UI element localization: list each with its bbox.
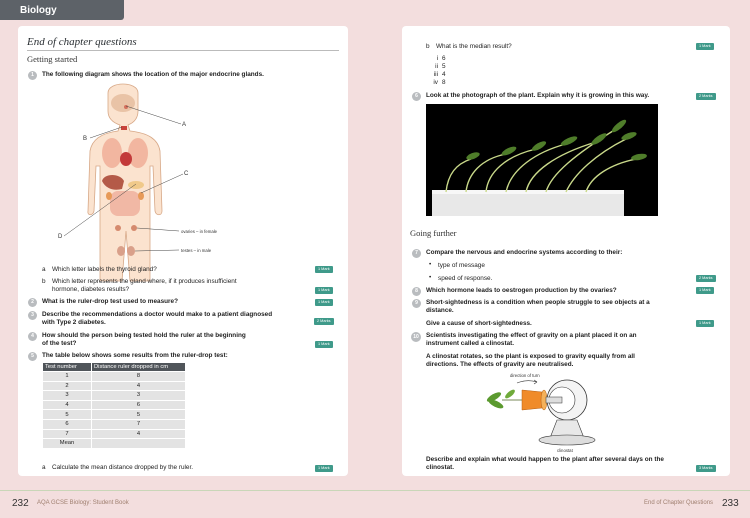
- table-cell: 4: [92, 430, 185, 439]
- question-number: 7: [412, 249, 421, 258]
- option-value: 8: [442, 79, 446, 86]
- table-row: [43, 430, 185, 439]
- plant-pot: [522, 390, 542, 410]
- seedling-stem: [506, 144, 566, 192]
- thyroid-gland: [121, 126, 127, 130]
- brain-shape: [111, 94, 135, 112]
- option-label: iv: [433, 79, 438, 86]
- tray-rim: [432, 190, 624, 194]
- marks-badge: 1 Mark: [315, 266, 333, 273]
- question-number: 8: [412, 287, 421, 296]
- table-cell: 7: [43, 430, 91, 439]
- clinostat-axle: [546, 397, 562, 403]
- question-text: Calculate the mean distance dropped by the ruler.: [52, 464, 194, 471]
- question-text: Short-sightedness is a condition when people struggle to see objects at a: [426, 299, 650, 306]
- right-page: [402, 26, 730, 476]
- question-text: Which letter represents the gland where, if it produces insufficient: [52, 278, 237, 285]
- table-row: [43, 382, 185, 391]
- option-label: iii: [433, 71, 438, 78]
- right-page-number: 233: [722, 498, 739, 509]
- subquestion-letter: a: [42, 266, 46, 273]
- table-row: [43, 410, 185, 419]
- clinostat-label: clinostat: [557, 448, 573, 453]
- adrenal-gland: [138, 192, 144, 200]
- label-d: D: [58, 234, 63, 240]
- question-text: Which letter labels the thyroid gland?: [52, 266, 157, 273]
- question-number: 2: [28, 298, 37, 307]
- seedling-stem: [586, 159, 636, 192]
- question-number: 9: [412, 299, 421, 308]
- clinostat-base: [539, 435, 595, 445]
- table-cell: [92, 439, 185, 448]
- table-cell: 2: [43, 382, 91, 391]
- pituitary-gland: [124, 105, 128, 109]
- ovary: [131, 225, 137, 231]
- option-value: 5: [442, 63, 446, 70]
- seedling-leaf: [610, 118, 628, 134]
- question-text: instrument called a clinostat.: [426, 340, 515, 347]
- seedling-stem: [566, 139, 626, 192]
- section-heading: Getting started: [27, 54, 78, 64]
- left-page-number: 232: [12, 498, 29, 509]
- question-text: What is the ruler-drop test used to measure?: [42, 298, 179, 305]
- lung-left: [102, 138, 122, 168]
- marks-badge: 2 Marks: [696, 275, 716, 282]
- ovary: [115, 225, 121, 231]
- question-text: distance.: [426, 307, 454, 314]
- label-ovaries: ovaries – in female: [181, 229, 218, 234]
- table-cell: 3: [43, 391, 91, 400]
- section-footer-title: End of Chapter Questions: [644, 500, 714, 506]
- label-testes: testes – in male: [181, 248, 212, 253]
- clinostat-diagram: [482, 370, 612, 454]
- adrenal-gland: [106, 192, 112, 200]
- seedling-stem: [546, 129, 616, 192]
- page-title: End of chapter questions: [27, 36, 137, 48]
- table-row: [43, 391, 185, 400]
- question-text: The following diagram shows the location of the major endocrine glands.: [42, 71, 264, 78]
- bullet-text: type of message: [438, 262, 485, 269]
- turn-arrow-head: [534, 380, 537, 384]
- results-table: [42, 362, 186, 449]
- plant-photo: [426, 104, 658, 216]
- subquestion-letter: b: [426, 43, 430, 50]
- table-cell: 6: [43, 420, 91, 429]
- table-cell: 6: [92, 401, 185, 410]
- bullet-icon: •: [429, 261, 432, 268]
- marks-badge: 1 Mark: [315, 465, 333, 472]
- table-row: [43, 420, 185, 429]
- turn-label: direction of turn: [510, 373, 540, 378]
- question-text: Which hormone leads to oestrogen production by the ovaries?: [426, 287, 617, 294]
- testis: [117, 246, 125, 256]
- label-c: C: [184, 171, 189, 177]
- table-header: Test number: [43, 363, 91, 371]
- chapter-tab: Biology: [0, 0, 124, 20]
- seedling-leaf: [531, 139, 548, 152]
- intestine: [110, 191, 140, 216]
- question-number: 5: [28, 352, 37, 361]
- seedlings-image: [426, 104, 658, 216]
- table-cell: 5: [43, 410, 91, 419]
- marks-badge: 1 Mark: [315, 299, 333, 306]
- seedling-stem: [466, 154, 506, 192]
- section-heading: Going further: [410, 228, 457, 238]
- table-cell: 5: [92, 410, 185, 419]
- question-number: 1: [28, 71, 37, 80]
- seedling-leaf: [590, 131, 608, 146]
- question-text: clinostat.: [426, 464, 455, 471]
- question-number: 3: [28, 311, 37, 320]
- plant-leaf: [504, 388, 516, 400]
- question-text: hormone, diabetes results?: [52, 286, 130, 293]
- table-cell: 4: [92, 382, 185, 391]
- option-label: ii: [435, 63, 438, 70]
- marks-badge: 1 Mark: [315, 341, 333, 348]
- option-value: 6: [442, 55, 446, 62]
- marks-badge: 3 Marks: [696, 465, 716, 472]
- table-cell: 3: [92, 391, 185, 400]
- marks-badge: 1 Mark: [696, 287, 714, 294]
- question-text: Scientists investigating the effect of gravity on a plant placed it on an: [426, 332, 637, 339]
- book-title: AQA GCSE Biology: Student Book: [37, 500, 129, 506]
- table-cell: 1: [43, 372, 91, 381]
- label-a: A: [182, 122, 187, 128]
- question-text: The table below shows some results from the ruler-drop test:: [42, 352, 228, 359]
- question-text: directions. The effects of gravity are neutralised.: [426, 361, 574, 368]
- endocrine-diagram: [38, 81, 238, 286]
- subquestion-letter: b: [42, 278, 46, 285]
- table-cell: 8: [92, 372, 185, 381]
- page-footer: [0, 490, 750, 518]
- question-text: of the test?: [42, 340, 77, 347]
- table-cell: 4: [43, 401, 91, 410]
- option-value: 4: [442, 71, 446, 78]
- marks-badge: 1 Mark: [696, 320, 714, 327]
- marks-badge: 1 Mark: [315, 287, 333, 294]
- option-label: i: [436, 55, 438, 62]
- table-row: [43, 439, 185, 448]
- question-text: Compare the nervous and endocrine systems according to their:: [426, 249, 623, 256]
- lung-right: [128, 138, 148, 168]
- marks-badge: 1 Mark: [696, 43, 714, 50]
- question-text: How should the person being tested hold the ruler at the beginning: [42, 332, 246, 339]
- question-text: Describe the recommendations a doctor would make to a patient diagnosed: [42, 311, 273, 318]
- question-number: 4: [28, 332, 37, 341]
- question-text: Describe and explain what would happen to the plant after several days on the: [426, 456, 664, 463]
- bullet-text: speed of response.: [438, 275, 493, 282]
- table-cell: 7: [92, 420, 185, 429]
- question-text: Look at the photograph of the plant. Explain why it is growing in this way.: [426, 92, 650, 99]
- question-text: with Type 2 diabetes.: [42, 319, 106, 326]
- marks-badge: 2 Marks: [314, 318, 334, 325]
- table-cell: Mean: [43, 439, 91, 448]
- label-b: B: [83, 136, 88, 142]
- turn-arrow: [517, 381, 537, 383]
- title-divider: [27, 50, 339, 51]
- bullet-icon: •: [429, 274, 432, 281]
- table-row: [43, 401, 185, 410]
- heart: [120, 152, 132, 166]
- question-text: What is the median result?: [436, 43, 512, 50]
- table-header: Distance ruler dropped in cm: [92, 363, 185, 371]
- marks-badge: 2 Marks: [696, 93, 716, 100]
- question-text: A clinostat rotates, so the plant is exposed to gravity equally from all: [426, 353, 635, 360]
- question-number: 6: [412, 92, 421, 101]
- seedling-leaf: [560, 134, 579, 147]
- table-row: [43, 372, 185, 381]
- testis: [127, 246, 135, 256]
- question-number: 10: [411, 332, 421, 342]
- subquestion-letter: a: [42, 464, 46, 471]
- left-page: [18, 26, 348, 476]
- question-text: Give a cause of short-sightedness.: [426, 320, 532, 327]
